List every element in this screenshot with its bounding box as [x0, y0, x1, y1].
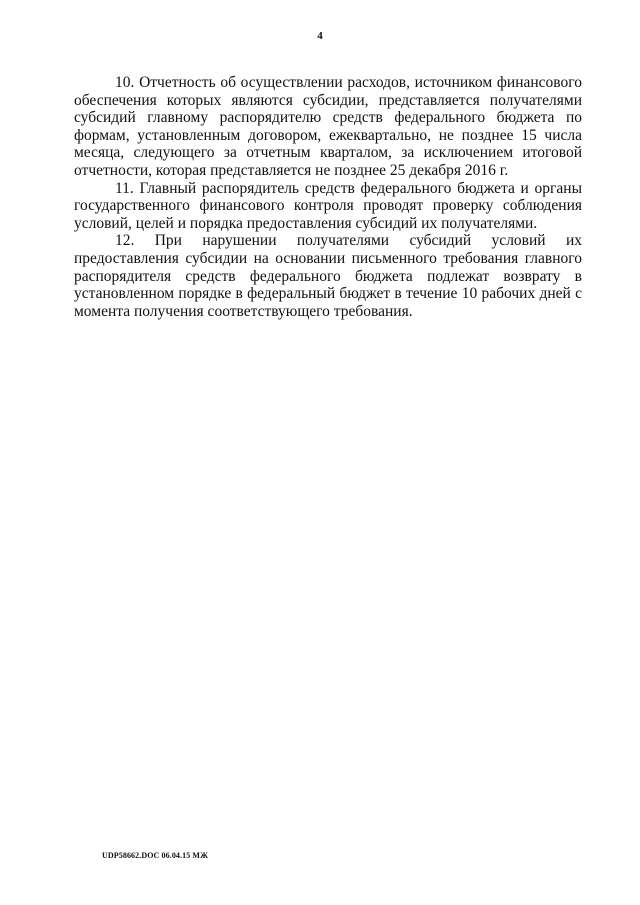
document-body — [74, 74, 582, 320]
footer-document-code: UDP58662.DOC 06.04.15 МЖ — [102, 851, 209, 860]
paragraph-12: 12. При нарушении получателями субсидий условий их предоставления субсидии на основании письменного требования главного распорядителя средств федерального бюджета подлежат возврату в установленном порядке в федеральный бюджет в течение 10 рабочих дней с момента получения соответствующего требования. — [74, 232, 582, 320]
paragraph-10: 10. Отчетность об осуществлении расходов, источником финансового обеспечения которых являются субсидии, представляется получателями субсидий главному распорядителю средств федерального бюджета по формам, установленным договором, ежеквартально, не позднее 15 числа месяца, следующего за отчетным кварталом, за исключением итоговой отчетности, которая представляется не позднее 25 декабря 2016 г. — [74, 74, 582, 179]
page-number: 4 — [317, 30, 323, 42]
paragraph-11: 11. Главный распорядитель средств федерального бюджета и органы государственного финансового контроля проводят проверку соблюдения условий, целей и порядка предоставления субсидий их получателями. — [74, 179, 582, 232]
